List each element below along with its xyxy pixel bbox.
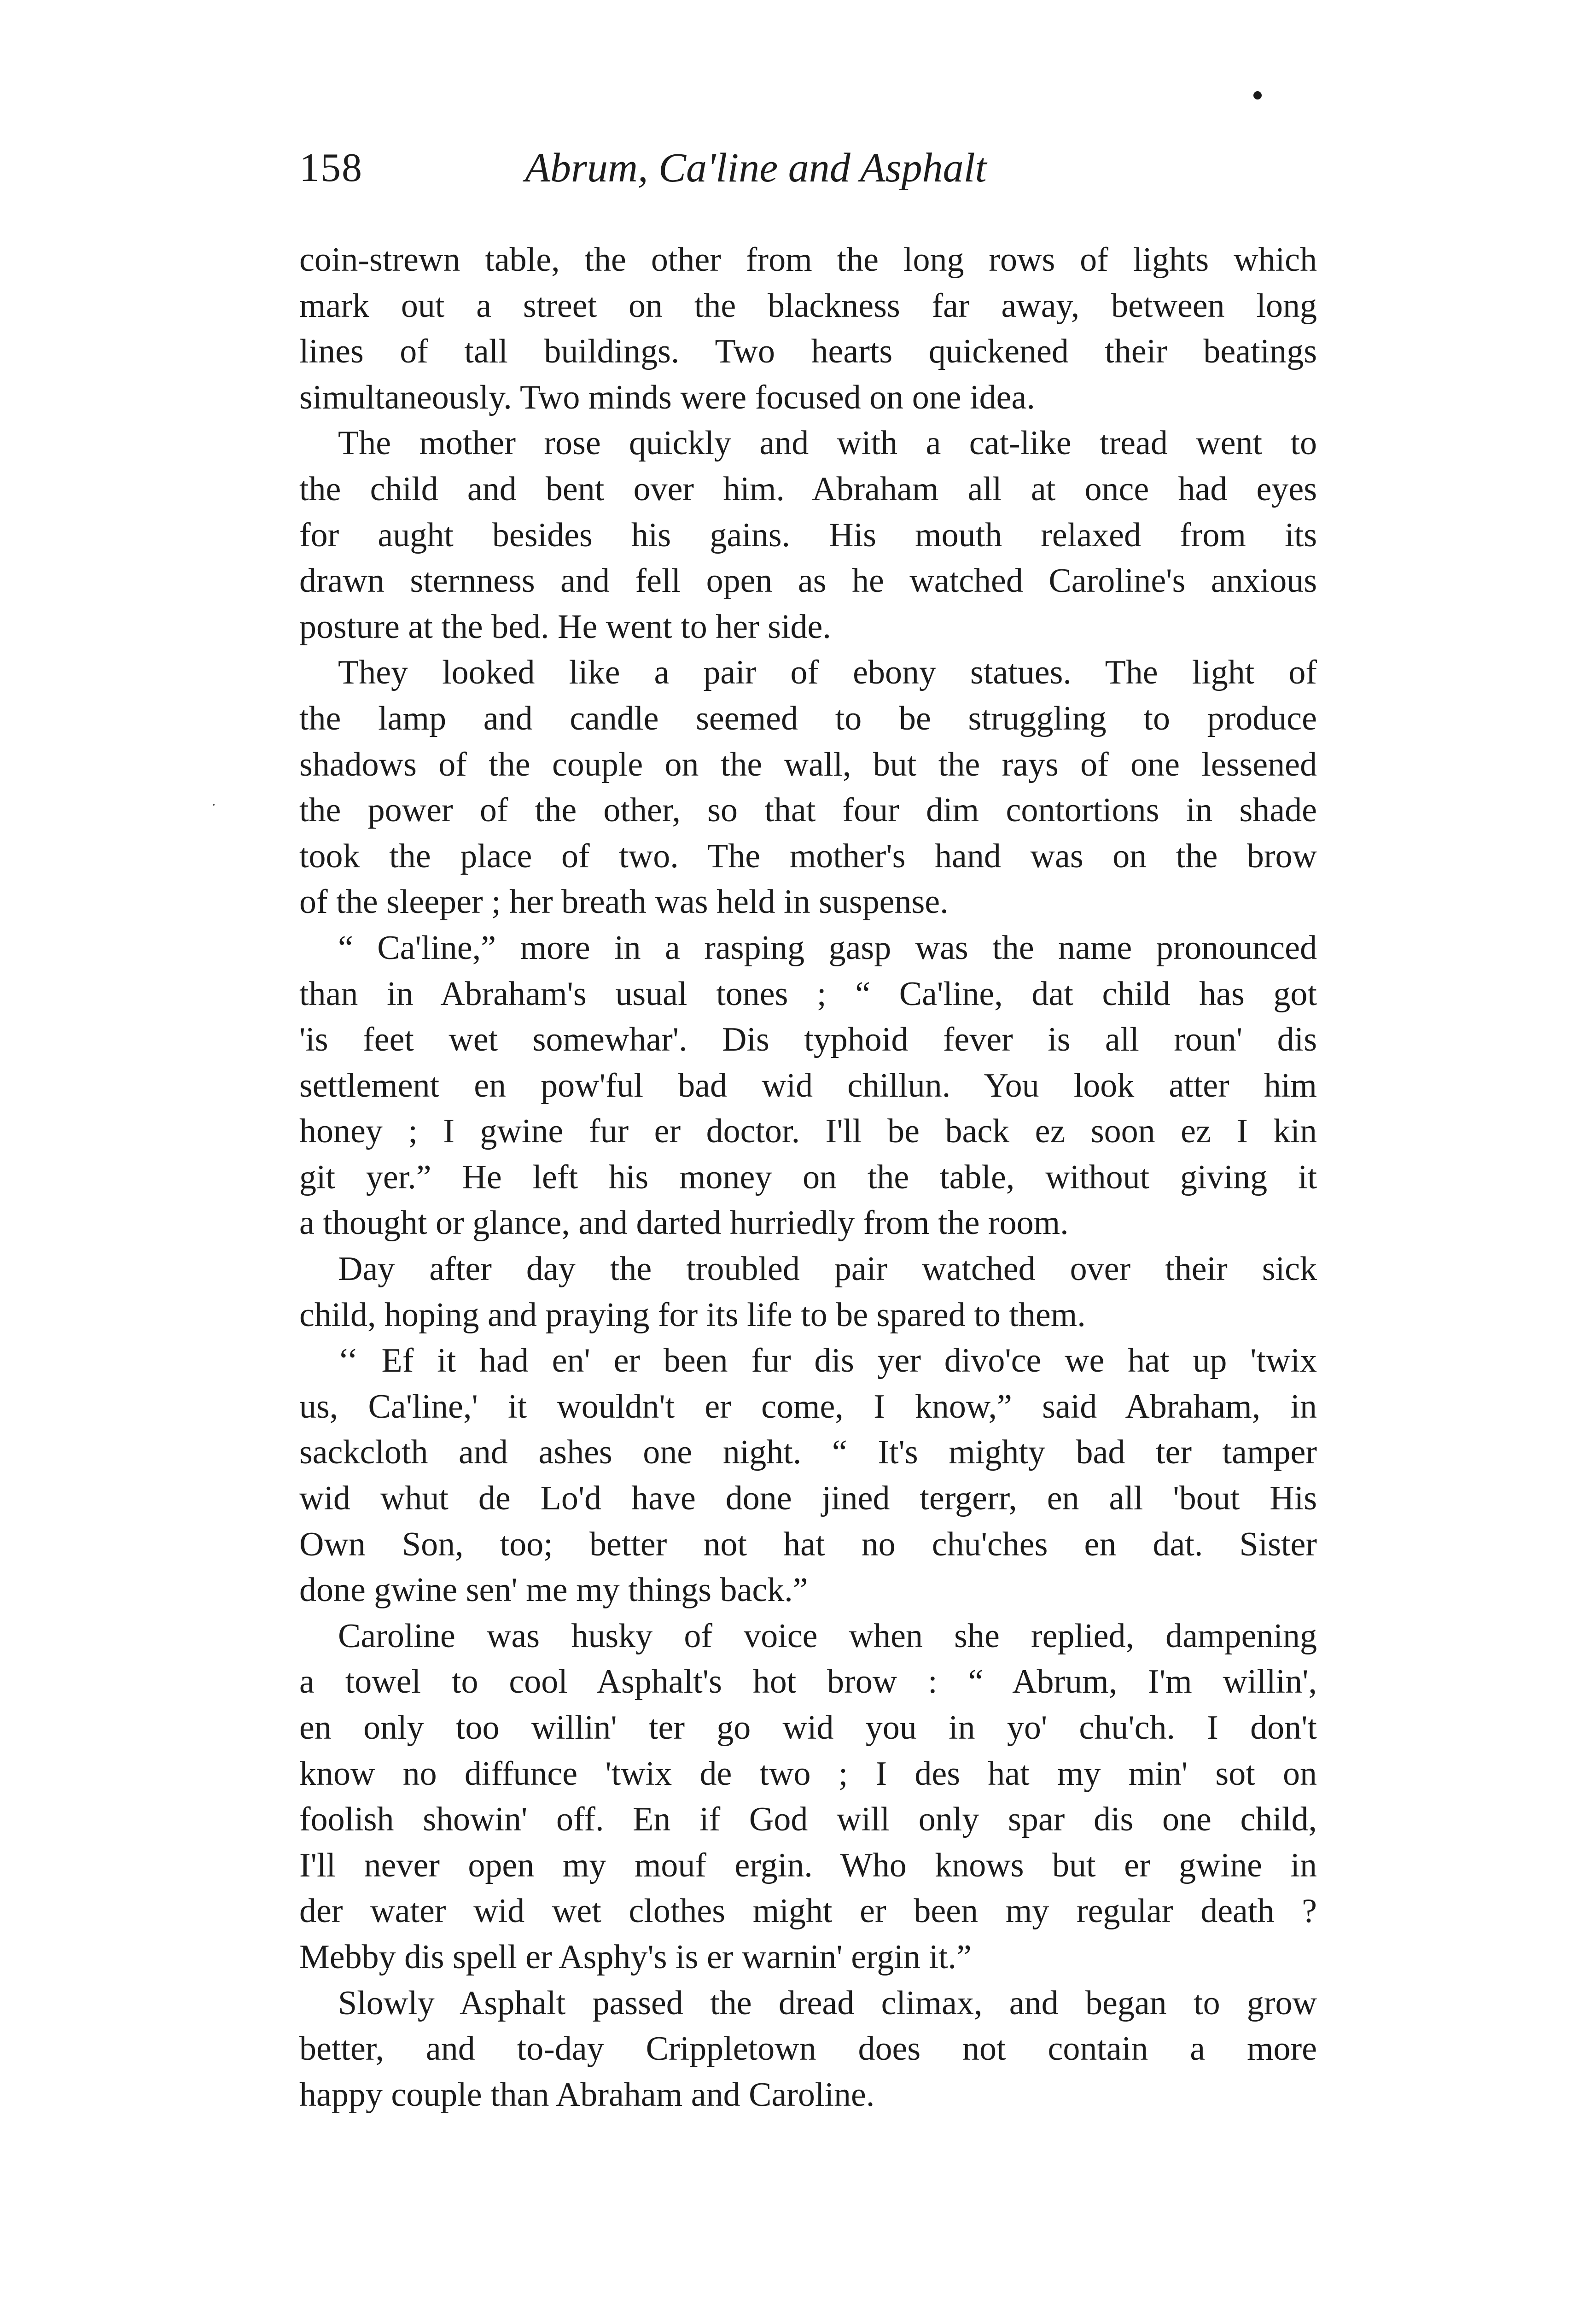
text-line: 'is feet wet somewhar'. Dis typhoid fever is all roun' dis: [299, 1021, 1317, 1059]
text-line: the child and bent over him. Abraham all at once had eyes: [299, 470, 1317, 508]
running-title: Abrum, Ca'line and Asphalt: [525, 145, 987, 191]
text-line: child, hoping and praying for its life to be spared to them.: [299, 1296, 1086, 1334]
text-line: The mother rose quickly and with a cat-like tread went to: [338, 424, 1317, 462]
text-line: took the place of two. The mother's hand was on the brow: [299, 837, 1317, 875]
text-line: done gwine sen' me my things back.”: [299, 1571, 808, 1609]
text-line: “ Ca'line,” more in a rasping gasp was the name pronounced: [338, 929, 1317, 967]
text-line: posture at the bed. He went to her side.: [299, 608, 831, 646]
text-line: a towel to cool Asphalt's hot brow : “ Abrum, I'm willin',: [299, 1663, 1317, 1701]
text-line: settlement en pow'ful bad wid chillun. You look atter him: [299, 1066, 1317, 1105]
text-line: shadows of the couple on the wall, but the rays of one lessened: [299, 745, 1317, 783]
text-line: Mebby dis spell er Asphy's is er warnin' ergin it.”: [299, 1938, 972, 1976]
text-line: They looked like a pair of ebony statues. The light of: [338, 654, 1317, 692]
text-line: us, Ca'line,' it wouldn't er come, I know,” said Abraham, in: [299, 1387, 1317, 1426]
text-line: better, and to-day Crippletown does not contain a more: [299, 2030, 1317, 2068]
text-line: a thought or glance, and darted hurriedly from the room.: [299, 1204, 1069, 1242]
text-line: simultaneously. Two minds were focused on one idea.: [299, 378, 1035, 416]
text-line: the power of the other, so that four dim contortions in shade: [299, 791, 1317, 830]
ink-speck: [213, 804, 215, 806]
text-line: Caroline was husky of voice when she replied, dampening: [338, 1617, 1317, 1655]
running-head: [299, 138, 1312, 198]
text-line: than in Abraham's usual tones ; “ Ca'line, dat child has got: [299, 975, 1317, 1013]
text-line: Day after day the troubled pair watched over their sick: [338, 1250, 1317, 1288]
text-line: sackcloth and ashes one night. “ It's mighty bad ter tamper: [299, 1433, 1317, 1472]
text-line: coin-strewn table, the other from the long rows of lights which: [299, 241, 1317, 279]
text-line: Own Son, too; better not hat no chu'ches en dat. Sister: [299, 1525, 1317, 1563]
text-line: for aught besides his gains. His mouth relaxed from its: [299, 516, 1317, 554]
text-line: git yer.” He left his money on the table, without giving it: [299, 1158, 1317, 1196]
text-line: of the sleeper ; her breath was held in suspense.: [299, 883, 949, 921]
page-number: 158: [299, 146, 363, 190]
text-line: honey ; I gwine fur er doctor. I'll be back ez soon ez I kin: [299, 1112, 1317, 1151]
body-text: [299, 237, 1317, 2118]
text-line: der water wid wet clothes might er been my regular death ?: [299, 1892, 1317, 1930]
text-line: happy couple than Abraham and Caroline.: [299, 2075, 875, 2114]
text-line: mark out a street on the blackness far away, between long: [299, 286, 1317, 325]
text-line: I'll never open my mouf ergin. Who knows but er gwine in: [299, 1846, 1317, 1884]
text-line: know no diffunce 'twix de two ; I des hat my min' sot on: [299, 1754, 1317, 1793]
text-line: foolish showin' off. En if God will only spar dis one child,: [299, 1800, 1317, 1839]
text-line: wid whut de Lo'd have done jined tergerr, en all 'bout His: [299, 1479, 1317, 1518]
ink-dot: [1253, 91, 1262, 99]
text-line: drawn sternness and fell open as he watched Caroline's anxious: [299, 562, 1317, 600]
text-line: the lamp and candle seemed to be struggling to produce: [299, 699, 1317, 737]
text-line: lines of tall buildings. Two hearts quickened their beatings: [299, 333, 1317, 371]
text-line: ‘‘ Ef it had en' er been fur dis yer divo'ce we hat up 'twix: [338, 1342, 1317, 1380]
text-line: Slowly Asphalt passed the dread climax, and began to grow: [338, 1984, 1317, 2022]
text-line: en only too willin' ter go wid you in yo' chu'ch. I don't: [299, 1709, 1317, 1747]
